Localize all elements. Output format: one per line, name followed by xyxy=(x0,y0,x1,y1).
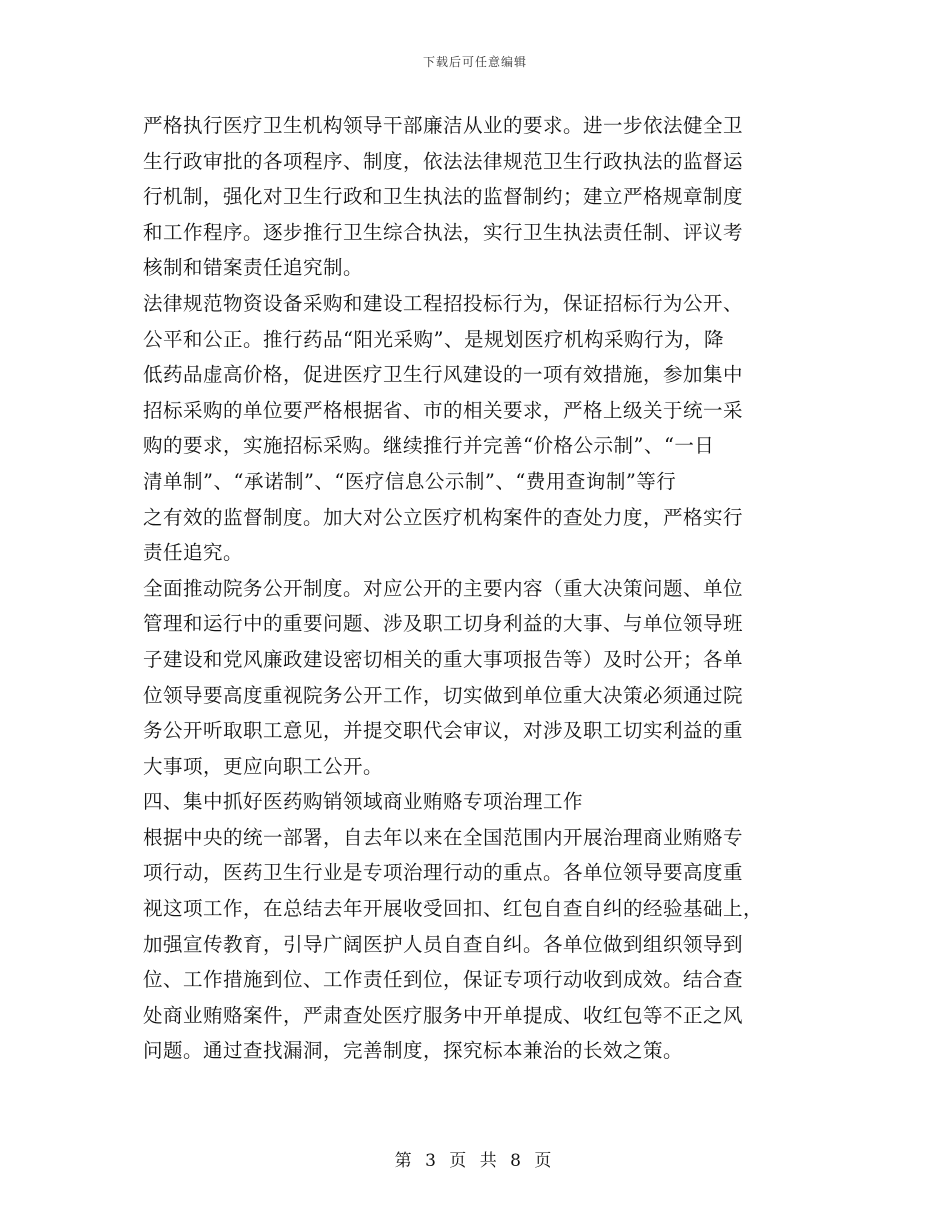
section-heading: 四、集中抓好医药购销领域商业贿赂专项治理工作 xyxy=(143,790,584,814)
body-line: 问题。通过查找漏洞，完善制度，探究标本兼治的长效之策。 xyxy=(143,1039,684,1063)
body-line: 位领导要高度重视院务公开工作，切实做到单位重大决策必须通过院 xyxy=(143,683,744,707)
body-line: 严格执行医疗卫生机构领导干部廉洁从业的要求。进一步依法健全卫 xyxy=(143,114,744,137)
body-line: 低药品虚高价格，促进医疗卫生行风建设的一项有效措施，参加集中 xyxy=(143,363,744,387)
body-line: 务公开听取职工意见，并提交职代会审议，对涉及职工切实利益的重 xyxy=(143,719,744,743)
body-line: 公平和公正。推行药品“阳光采购”、是规划医疗机构采购行为，降 xyxy=(143,327,724,351)
body-line: 生行政审批的各项程序、制度，依法法律规范卫生行政执法的监督运 xyxy=(143,149,744,173)
body-line: 视这项工作，在总结去年开展收受回扣、红包自查自纠的经验基础上， xyxy=(143,897,764,921)
body-line: 子建设和党风廉政建设密切相关的重大事项报告等）及时公开；各单 xyxy=(143,647,744,671)
body-line: 和工作程序。逐步推行卫生综合执法，实行卫生执法责任制、评议考 xyxy=(143,220,744,244)
body-line: 行机制，强化对卫生行政和卫生执法的监督制约；建立严格规章制度 xyxy=(143,185,744,209)
body-line: 之有效的监督制度。加大对公立医疗机构案件的查处力度，严格实行 xyxy=(143,505,744,529)
body-line: 招标采购的单位要严格根据省、市的相关要求，严格上级关于统一采 xyxy=(143,398,744,422)
body-line: 加强宣传教育，引导广阔医护人员自查自纠。各单位做到组织领导到 xyxy=(143,932,744,956)
body-line: 法律规范物资设备采购和建设工程招投标行为，保证招标行为公开、 xyxy=(143,291,744,315)
page-number: 第 3 页 共 8 页 xyxy=(394,1151,556,1171)
body-line: 清单制”、“承诺制”、“医疗信息公示制”、“费用查询制”等行 xyxy=(143,469,677,493)
body-line: 责任追究。 xyxy=(143,541,244,565)
body-line: 根据中央的统一部署，自去年以来在全国范围内开展治理商业贿赂专 xyxy=(143,825,744,849)
body-line: 处商业贿赂案件，严肃查处医疗服务中开单提成、收红包等不正之风 xyxy=(143,1003,744,1027)
body-line: 购的要求，实施招标采购。继续推行并完善“价格公示制”、“一日 xyxy=(143,434,715,458)
header-note: 下载后可任意编辑 xyxy=(422,55,527,69)
body-line: 大事项，更应向职工公开。 xyxy=(143,754,384,778)
body-line: 核制和错案责任追究制。 xyxy=(143,256,364,280)
body-line: 位、工作措施到位、工作责任到位，保证专项行动收到成效。结合查 xyxy=(143,968,744,992)
body-line: 项行动，医药卫生行业是专项治理行动的重点。各单位领导要高度重 xyxy=(143,861,744,885)
body-line: 管理和运行中的重要问题、涉及职工切身利益的大事、与单位领导班 xyxy=(143,612,744,636)
document-body xyxy=(143,108,807,1069)
body-line: 全面推动院务公开制度。对应公开的主要内容（重大决策问题、单位 xyxy=(143,576,744,600)
